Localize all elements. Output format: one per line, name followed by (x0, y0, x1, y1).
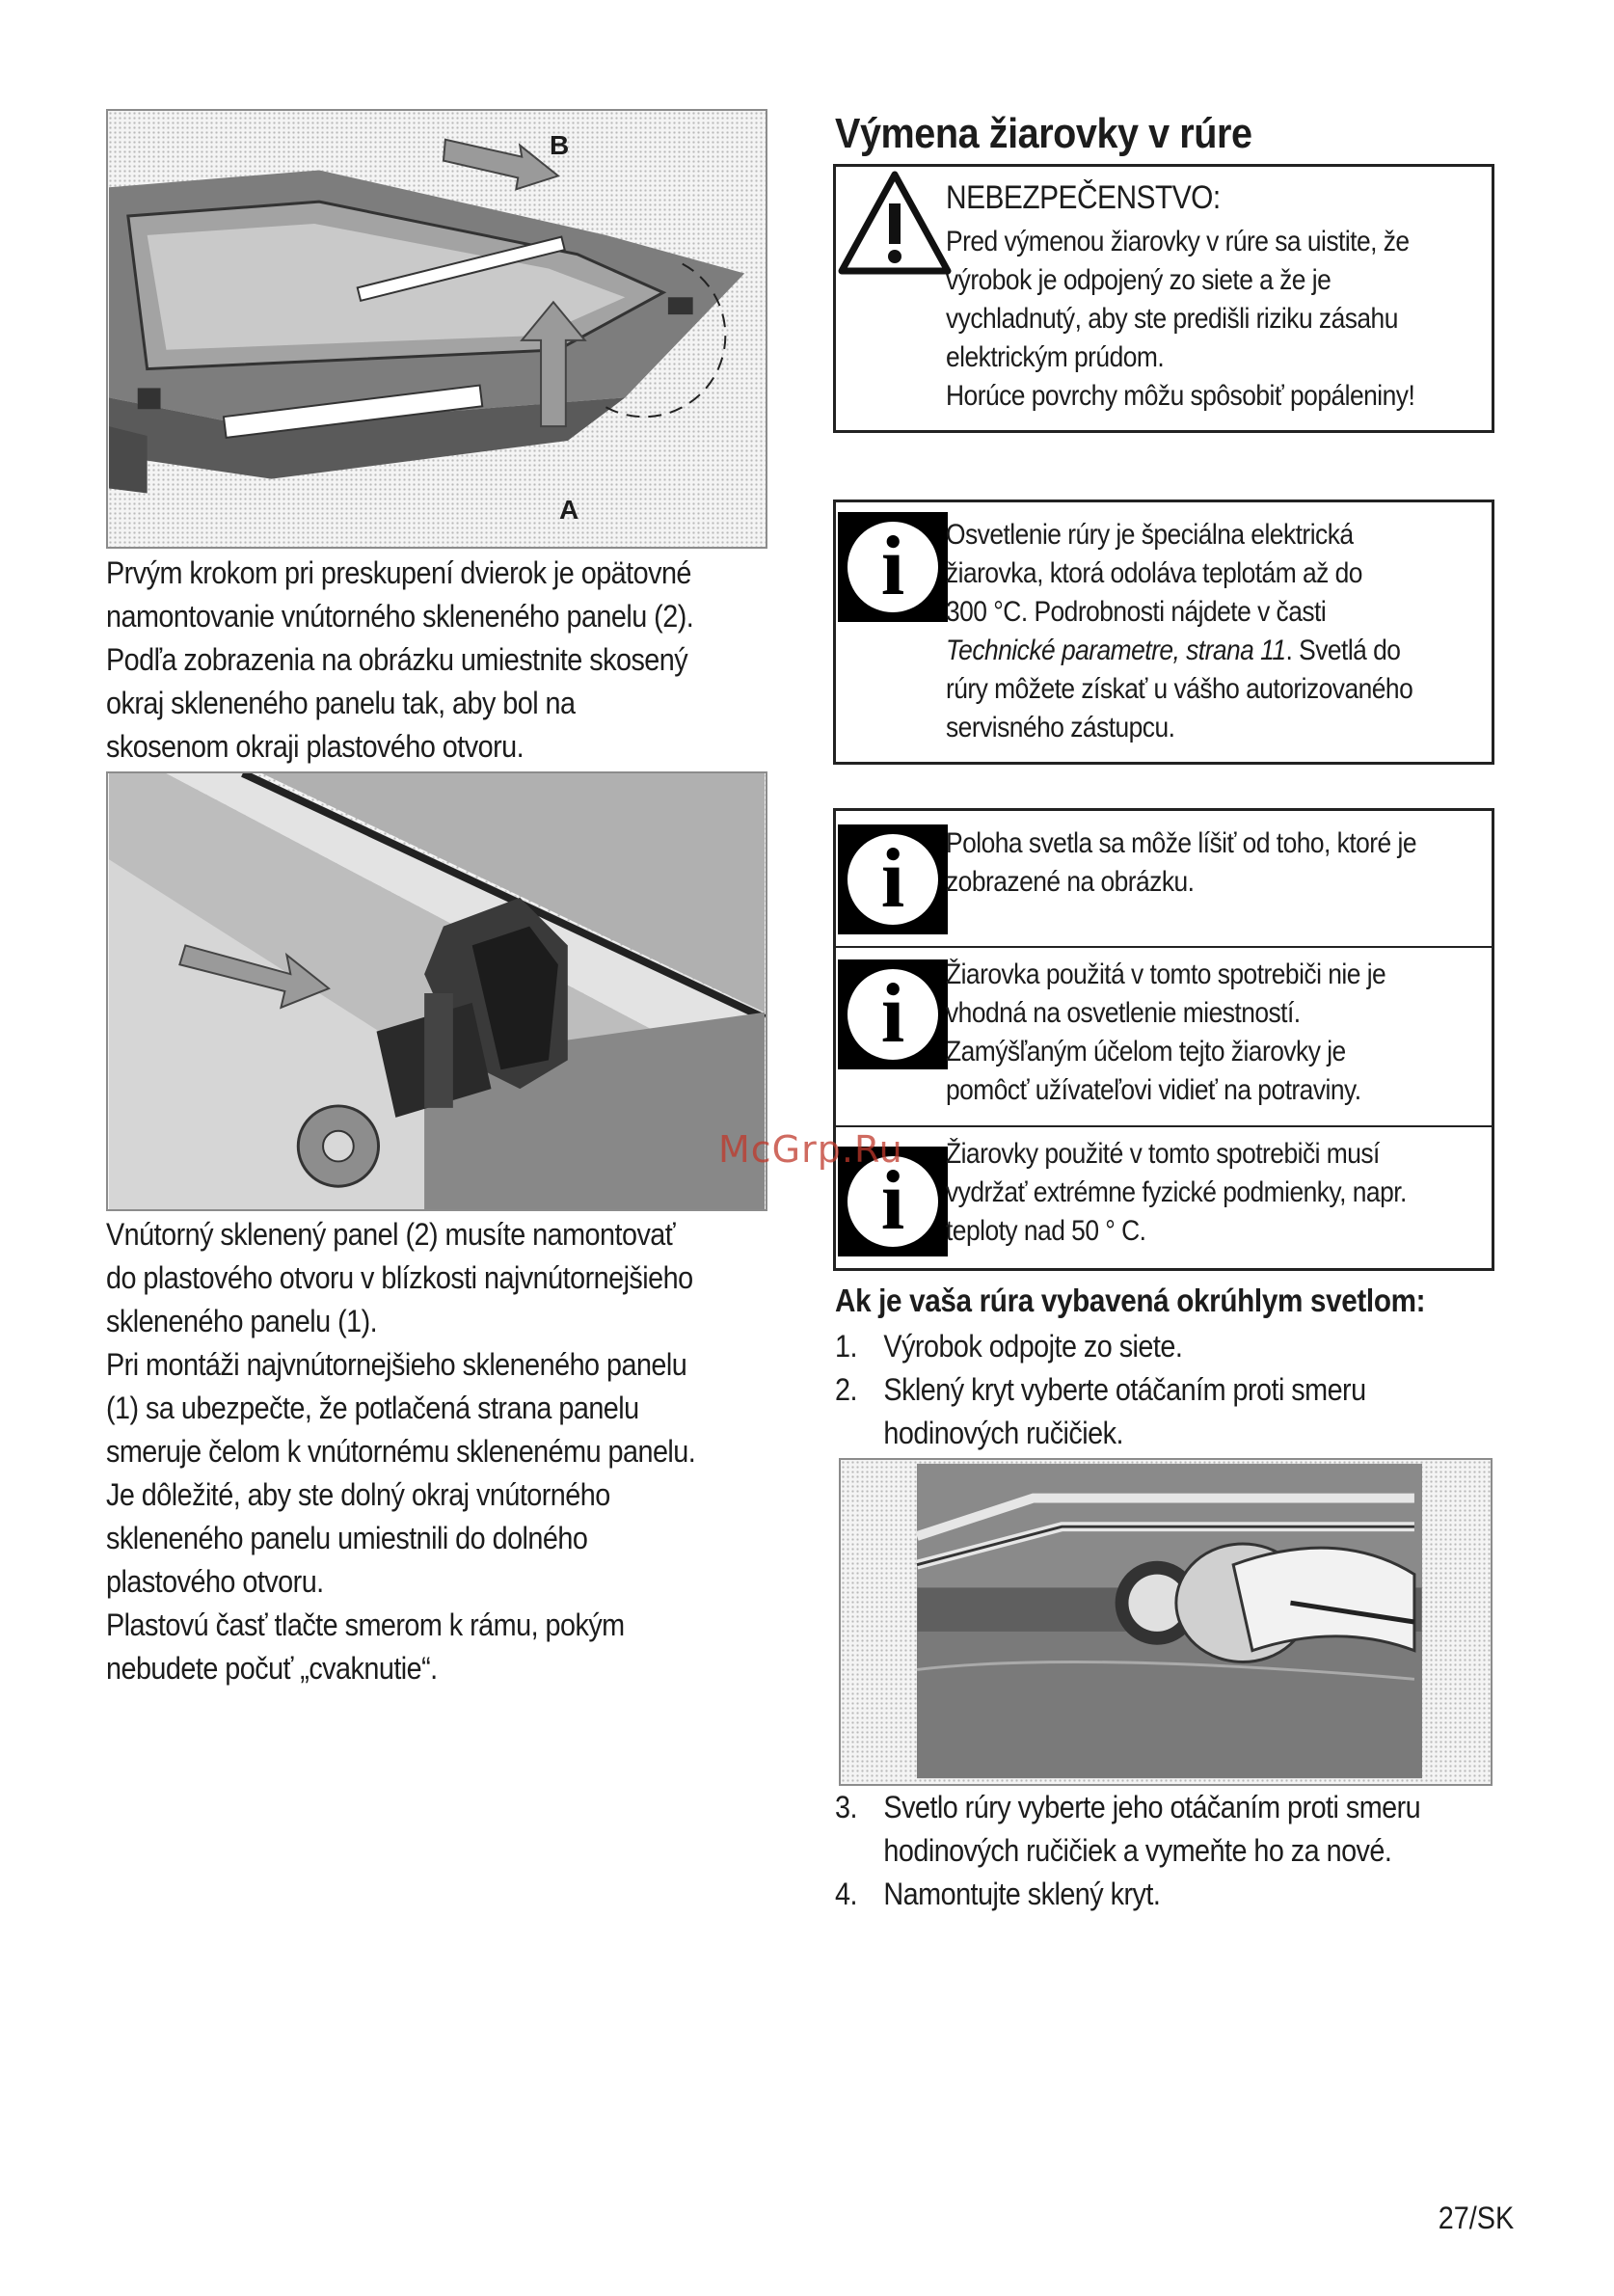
info-box-group (833, 808, 1494, 1271)
step-text: Namontujte sklený kryt. (883, 1877, 1161, 1911)
figure-lamp-cover-removal (839, 1458, 1493, 1786)
warning-triangle-icon (838, 169, 952, 277)
info-icon: i (838, 824, 948, 934)
step-number: 3. (835, 1790, 857, 1824)
danger-text: Pred výmenou žiarovky v rúre sa uistite, že výrobok je odpojený zo siete a že je vychladnutý, aby ste predišli riziku zásahu elektrickým prúdom. Horúce povrchy môžu spôsobiť popáleniny! (946, 226, 1415, 412)
figure-plastic-holder (106, 771, 767, 1211)
reference-technical-parameters: Technické parametre, strana 11 (946, 635, 1286, 666)
step-item (835, 1786, 1494, 1873)
info-item-extreme-conditions (836, 1125, 1492, 1270)
paragraph-glass-panel-intro: Prvým krokom pri preskupení dvierok je opätovné namontovanie vnútorného skleneného panelu (2). Podľa zobrazenia na obrázku umiestnite skosený okraj skleneného panelu tak, aby bol na skosenom okraji plastového otvoru. (106, 555, 694, 764)
steps-list-2 (835, 1786, 1494, 1916)
figure-label-b: B (550, 130, 570, 160)
figure-door-glass-panel (106, 109, 767, 549)
page-number: 27/SK (1438, 2201, 1514, 2235)
info-text-extreme-conditions: Žiarovky použité v tomto spotrebiči musí vydržať extrémne fyzické podmienky, napr. teploty nad 50 ° C. (946, 1138, 1407, 1247)
danger-box (833, 164, 1494, 433)
section-title: Výmena žiarovky v rúre (835, 110, 1252, 157)
step-number: 1. (835, 1329, 857, 1364)
info-text-not-for-room: Žiarovka použitá v tomto spotrebiči nie je vhodná na osvetlenie miestností. Zamýšľaným účelom tejto žiarovky je pomôcť užívateľovi vidieť na potraviny. (946, 959, 1386, 1106)
paragraph-glass-panel-mounting: Vnútorný sklenený panel (2) musíte namontovať do plastového otvoru v blízkosti najvnútornejšieho skleneného panelu (1). Pri montáži najvnútornejšieho skleneného panelu (1) sa ubezpečte, že potlačená strana panelu smeruje čelom k vnútornému sklenenému panelu. Je dôležité, aby ste dolný okraj vnútorného skleneného panelu umiestnili do dolného plastového otvoru. Plastovú časť tlačte smerom k rámu, pokým nebudete počuť „cvaknutie“. (106, 1217, 696, 1686)
danger-heading: NEBEZPEČENSTVO: (946, 179, 1221, 216)
info-item-not-for-room (836, 946, 1492, 1127)
step-number: 2. (835, 1372, 857, 1407)
step-text: Svetlo rúry vyberte jeho otáčaním proti smeru hodinových ručičiek a vymeňte ho za nové. (883, 1790, 1421, 1868)
info-box-lamp-spec (833, 500, 1494, 765)
step-item (835, 1368, 1494, 1455)
info-item-light-position (836, 811, 1492, 948)
step-item (835, 1325, 1494, 1368)
watermark-text: McGrp.Ru (718, 1128, 903, 1171)
lamp-illustration (841, 1460, 1491, 1784)
step-text: Výrobok odpojte zo siete. (883, 1329, 1183, 1364)
info-text-light-position: Poloha svetla sa môže líšiť od toho, ktoré je zobrazené na obrázku. (946, 827, 1417, 898)
round-light-heading: Ak je vaša rúra vybavená okrúhlym svetlom: (835, 1283, 1426, 1318)
step-item (835, 1873, 1494, 1916)
info-text-lamp-spec: Osvetlenie rúry je špeciálna elektrická žiarovka, ktorá odoláva teplotám až do 300 °C. Podrobnosti nájdete v časti Technické parametre, strana 11. Svetlá do rúry môžete získať u vášho autorizovaného servisného zástupcu. (946, 519, 1413, 743)
info-icon: i (838, 1147, 948, 1256)
step-text: Sklený kryt vyberte otáčaním proti smeru hodinových ručičiek. (883, 1372, 1366, 1450)
steps-list-1 (835, 1325, 1494, 1455)
holder-illustration (108, 773, 766, 1209)
figure-label-a: A (559, 495, 579, 525)
door-illustration (108, 111, 766, 547)
info-icon: i (838, 959, 948, 1069)
step-number: 4. (835, 1877, 857, 1911)
info-icon: i (838, 512, 948, 622)
